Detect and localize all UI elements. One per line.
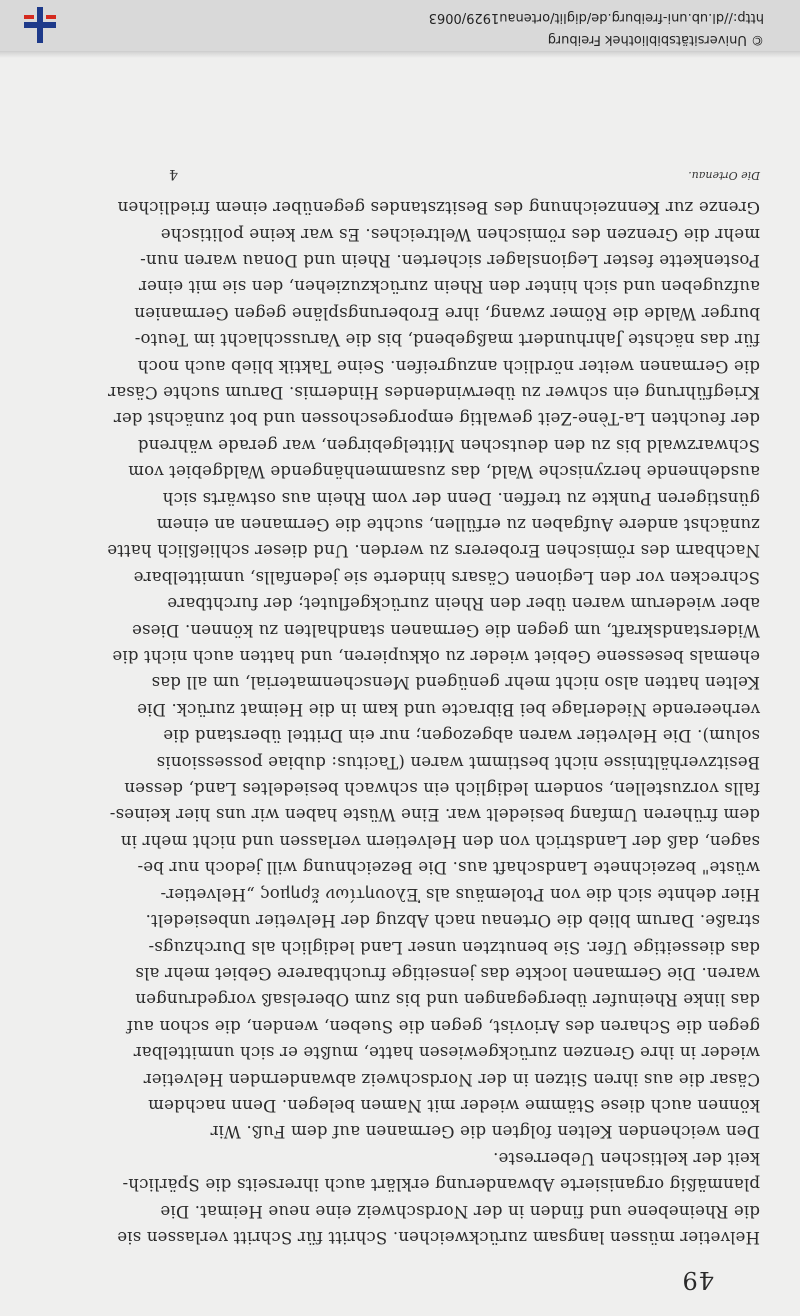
body-text [52,194,760,1250]
text-line: Nachbarn des römischen Eroberers zu werden. Und dieser schließlich hatte [107,541,760,561]
text-line: Den weichenden Kelten folgten die Germanen auf dem Fuß. Wir [210,1122,760,1142]
ub-freiburg-logo-icon [20,5,60,45]
source-url[interactable]: http://dl.ub.uni-freiburg.de/diglit/ortenau1929/0063 [428,10,764,25]
text-line: günstigeren Punkte zu treffen. Denn der vom Rhein aus ostwärts sich [162,488,760,508]
text-line: Postenkette fester Legionslager sicherten. Rhein und Donau waren nun- [140,250,760,270]
text-line: planmäßig organisierte Abwanderung erklärt auch ihrerseits die Spärlich- [122,1175,760,1195]
text-line: ausdehnende herzynische Wald, das zusammenhängende Waldgebiet vom [128,462,760,482]
text-line: die Rheinebene und finden in der Nordschweiz eine neue Heimat. Die [160,1201,760,1221]
text-line: burger Walde die Römer zwang, ihre Eroberungspläne gegen Germanien [134,303,760,323]
text-line: sagen, daß der Landstrich von den Helvetiern verlassen und nicht mehr in [120,831,760,851]
text-line: Besitzverhältnisse nicht bestimmt waren (Tacitus: dubiae possessionis [156,752,760,772]
text-line: Kriegführung ein schwer zu überwindendes Hindernis. Darum suchte Cäsar [107,383,760,402]
text-line: straße. Darum blieb die Ortenau nach Abzug der Helvetier unbesiedelt. [145,911,760,931]
text-line: Grenze zur Kennzeichnung des Besitzstandes gegenüber einem friedlichen [117,198,760,218]
text-line: Helvetier müssen langsam zurückweichen. Schritt für Schritt verlassen sie [117,1228,760,1247]
text-line: das linke Rheinufer übergegangen und bis zum Oberelsaß vorgedrungen [135,990,760,1010]
text-line: aufzugeben und sich hinter den Rhein zurückzuziehen, den sie mit einer [138,277,760,297]
text-line: wieder in ihre Grenzen zurückgewiesen hatte, mußte er sich unmittelbar [133,1043,760,1063]
text-line: Schrecken vor den Legionen Cäsars hinderte sie jedenfalls, unmittelbare [133,567,760,587]
page-edge [0,52,800,58]
text-line: der feuchten La-Tène-Zeit gewaltig emporgeschossen und bot zunächst der [113,409,760,429]
text-line: zunächst andere Aufgaben zu erfüllen, suchte die Germanen an einem [156,515,760,535]
signature-label: Die Ortenau. [688,169,760,182]
text-line: gegen die Scharen des Ariovist, gegen die Sueben, wenden, die schon auf [126,1016,760,1036]
text-line: dem früheren Umfang besiedelt war. Eine Wüste haben wir uns hier keines- [109,805,760,825]
text-line: die Germanen weiter nördlich anzugreifen. Seine Taktik blieb auch noch [137,356,760,376]
page-footer [0,146,800,186]
page-number: 49 [681,1266,714,1294]
text-line: ehemals besessene Gebiet wieder zu okkupieren, und hatten auch nicht die [112,647,760,667]
text-line: können auch diese Stämme wieder mit Namen belegen. Denn nachdem [148,1095,760,1115]
text-line: für das nächste Jahrhundert maßgebend, bis die Varusschlacht im Teuto- [134,330,760,350]
copyright-text: © Universitätsbibliothek Freiburg [547,32,764,47]
text-line: waren. Die Germanen lockte das jenseitige fruchtbarere Gebiet mehr als [135,963,760,983]
text-line: Widerstandskraft, um gegen die Germanen standhalten zu können. Diese [131,620,760,640]
text-line: aber wiederum waren über den Rhein zurückgeflutet; der furchtbare [167,594,760,614]
text-line: mehr die Grenzen des römischen Weltreiches. Es war keine politische [160,224,760,244]
text-line: Hier dehnte sich die von Ptolemäus als Ἑλουητίων ἔρημος „Helvetier- [160,884,760,904]
signature-number: 4 [169,166,178,182]
text-line: wüste" bezeichnete Landschaft aus. Die Bezeichnung will jedoch nur be- [137,858,760,878]
text-line: Schwarzwald bis zu den deutschen Mittelgebirgen, war gerade während [137,435,760,455]
text-line: Kelten hatten also nicht mehr genügend Menschenmaterial, um all das [151,673,760,693]
text-line: Cäsar die aus ihren Sitzen in der Nordschweiz abwandernden Helvetier [143,1069,760,1089]
text-line: verheerende Niederlage bei Bibracte und kam in die Heimat zurück. Die [137,699,760,719]
text-line: das diesseitige Ufer. Sie benutzten unser Land lediglich als Durchzugs- [148,937,760,957]
text-line: solum). Die Helvetier waren abgezogen; nur ein Drittel überstand die [163,726,760,746]
text-line: keit der keltischen Ueberreste. [492,1148,760,1168]
source-bar [0,0,800,52]
text-line: falls vorzustellen, sondern lediglich ein schwach besiedeltes Land, dessen [124,779,760,799]
